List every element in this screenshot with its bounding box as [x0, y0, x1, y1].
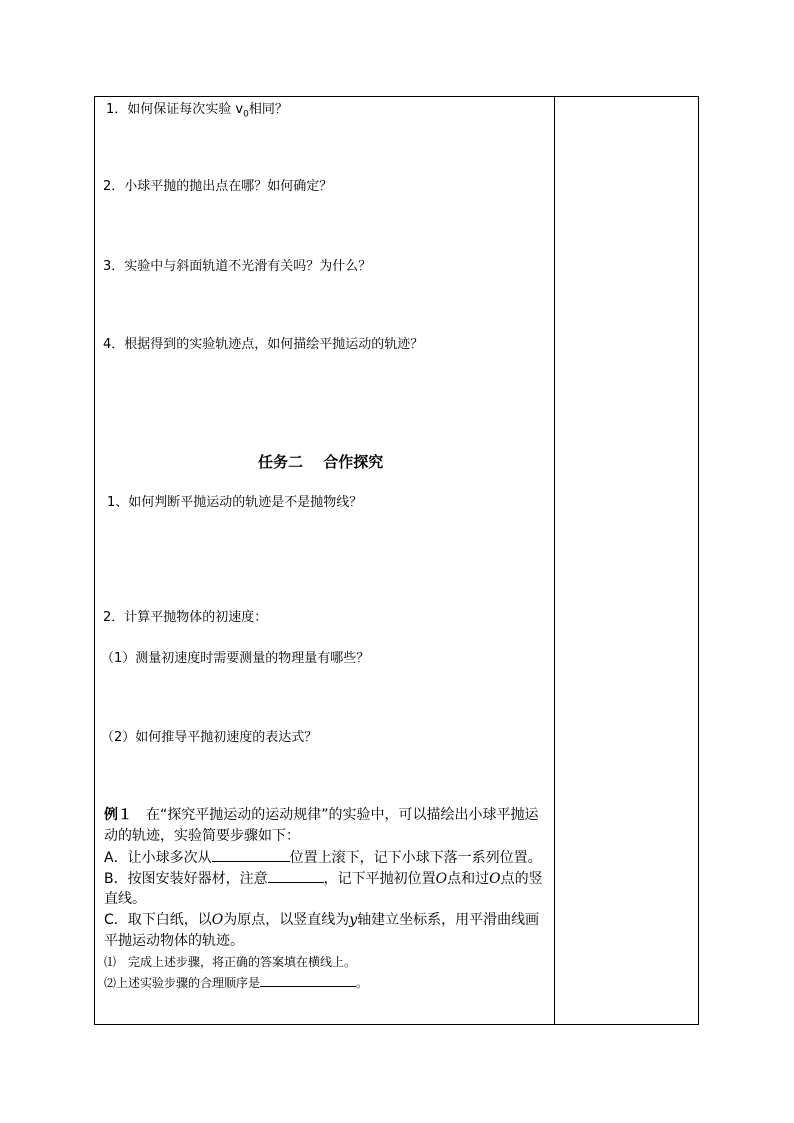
task2-heading: 任务二 合作探究 — [258, 453, 384, 471]
example-intro: 在“探究平抛运动的运动规律”的实验中，可以描绘出小球平抛运 — [132, 807, 539, 823]
part-2 — [104, 974, 368, 991]
task2-question-1: 1、如何判断平抛运动的轨迹是不是抛物线？ — [107, 495, 363, 510]
point-o-symbol: O — [435, 871, 448, 887]
step-c — [104, 912, 539, 928]
question-4: 4．根据得到的实验轨迹点，如何描绘平抛运动的轨迹？ — [103, 337, 424, 352]
part-2-text: ⑵上述实验步骤的合理顺序是 — [104, 976, 261, 990]
step-b-text-mid: ，记下平抛初位置 — [323, 871, 436, 887]
step-c-text-end: 轴建立坐标系，用平滑曲线画 — [357, 912, 540, 928]
step-c-text: C．取下白纸，以 — [104, 912, 212, 928]
task2-question-2b: （2）如何推导平抛初速度的表达式？ — [101, 730, 318, 745]
task2-question-2a: （1）测量初速度时需要测量的物理量有哪些？ — [101, 651, 370, 666]
question-1-text: 1．如何保证每次实验 v — [106, 102, 244, 117]
y-axis-symbol: y — [349, 912, 358, 928]
step-a — [104, 849, 542, 866]
part-1 — [104, 954, 356, 970]
answer-blank-b[interactable] — [268, 870, 324, 883]
origin-o-symbol: O — [211, 912, 224, 928]
question-1-text-end: 相同？ — [248, 102, 288, 117]
step-a-text: A．让小球多次从 — [104, 850, 212, 866]
example-label: 例１ — [104, 807, 132, 823]
question-1-subscript: 0 — [243, 109, 249, 120]
step-b-line-2: 直线。 — [104, 891, 146, 907]
step-b-text-mid2: 点和过 — [447, 871, 490, 887]
step-b-text: B．按图安装好器材，注意 — [104, 871, 268, 887]
step-b-text-end: 点的竖 — [500, 871, 543, 887]
step-b — [104, 870, 543, 887]
step-c-text-mid: 为原点，以竖直线为 — [223, 912, 350, 928]
content-table — [94, 96, 699, 1025]
step-c-line-2: 平抛运动物体的轨迹。 — [104, 933, 244, 949]
answer-blank-a[interactable] — [212, 849, 290, 862]
example-line-2: 动的轨迹，实验简要步骤如下： — [104, 828, 300, 844]
part-1-number: ⑴ — [104, 955, 117, 969]
part-2-text-end: 。 — [356, 976, 369, 990]
step-a-text-end: 位置上滚下，记下小球下落一系列位置。 — [289, 850, 542, 866]
question-1 — [106, 102, 288, 123]
example-line-1 — [104, 807, 539, 823]
task2-question-2: 2．计算平抛物体的初速度： — [103, 610, 268, 625]
answer-blank-order[interactable] — [260, 974, 356, 987]
question-3: 3．实验中与斜面轨道不光滑有关吗？为什么？ — [103, 259, 372, 274]
column-divider — [554, 97, 555, 1024]
part-1-text: 完成上述步骤，将正确的答案填在横线上。 — [116, 955, 357, 969]
question-2: 2．小球平抛的抛出点在哪？如何确定？ — [103, 179, 333, 194]
point-o-symbol: O — [489, 871, 501, 887]
